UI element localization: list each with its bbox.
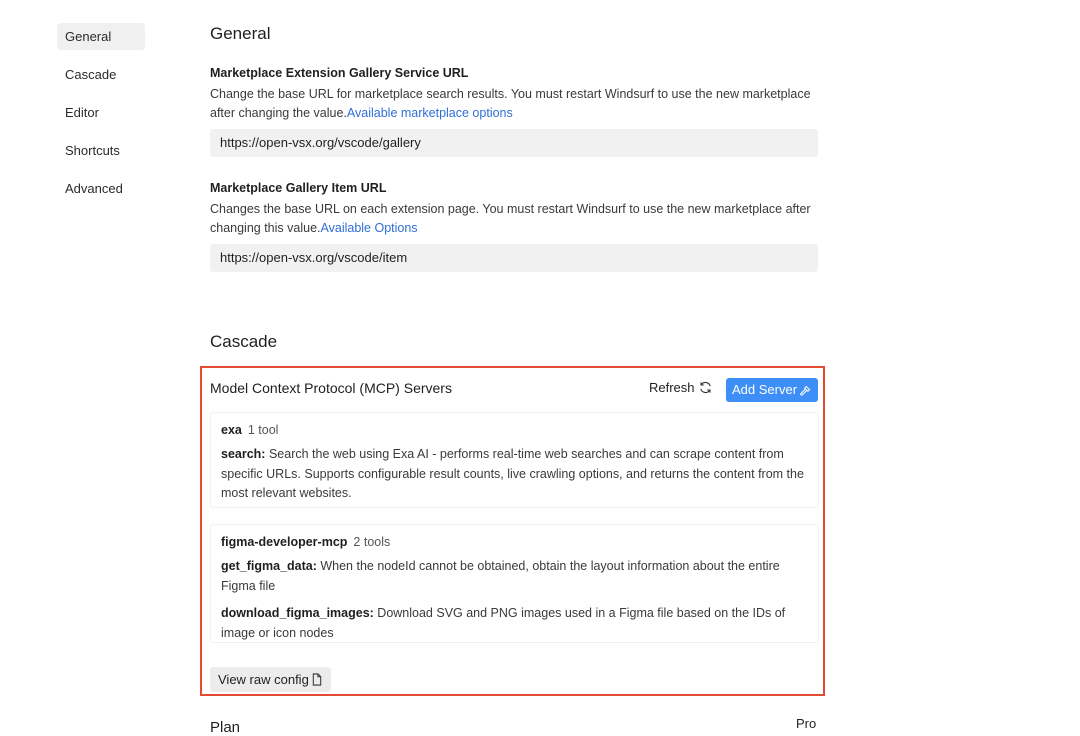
- mcp-title: Model Context Protocol (MCP) Servers: [210, 380, 452, 396]
- general-section-title: General: [210, 24, 271, 43]
- available-options-link[interactable]: Available Options: [320, 221, 418, 235]
- gallery-item-description: [210, 200, 818, 238]
- view-raw-config-button[interactable]: [210, 667, 331, 692]
- view-raw-config-label: View raw config: [218, 672, 309, 687]
- gallery-service-description: [210, 85, 818, 123]
- sidebar-item-advanced[interactable]: Advanced: [65, 181, 123, 196]
- mcp-servers-panel: [200, 366, 825, 696]
- tool-description: When the nodeId cannot be obtained, obtain the layout information about the entire Figma file: [221, 559, 780, 593]
- server-head: [221, 423, 808, 437]
- gallery-service-url-input[interactable]: https://open-vsx.org/vscode/gallery: [210, 129, 818, 157]
- sidebar-item-cascade[interactable]: Cascade: [65, 67, 117, 82]
- hammer-icon: [799, 384, 812, 397]
- file-icon: [311, 673, 323, 686]
- server-tool-count: 2 tools: [353, 535, 391, 549]
- tool-name: download_figma_images:: [221, 606, 374, 620]
- sidebar-item-general[interactable]: General: [57, 23, 145, 50]
- tool-name: get_figma_data:: [221, 559, 317, 573]
- tool-name: search:: [221, 447, 266, 461]
- gallery-service-setting: [210, 66, 818, 157]
- settings-sidebar: [57, 23, 145, 213]
- gallery-item-label: Marketplace Gallery Item URL: [210, 181, 387, 195]
- gallery-item-setting: [210, 181, 818, 272]
- marketplace-options-link[interactable]: Available marketplace options: [346, 106, 513, 120]
- sidebar-item-shortcuts[interactable]: Shortcuts: [65, 143, 120, 158]
- sidebar-item-editor[interactable]: Editor: [65, 105, 99, 120]
- plan-section-title: Plan: [210, 719, 241, 736]
- tool-description: Download SVG and PNG images used in a Figma file based on the IDs of image or icon nodes: [221, 606, 786, 640]
- cascade-section-title: Cascade: [210, 332, 278, 351]
- refresh-label: Refresh: [649, 380, 695, 395]
- server-name: figma-developer-mcp: [221, 535, 348, 549]
- plan-value: Pro: [796, 716, 817, 731]
- mcp-server-exa: [210, 412, 819, 508]
- refresh-button[interactable]: [649, 380, 713, 395]
- server-tool-count: 1 tool: [247, 423, 279, 437]
- add-server-label: Add Server: [732, 382, 798, 397]
- server-name: exa: [221, 423, 242, 437]
- gallery-service-description-text: Change the base URL for marketplace search results. You must restart Windsurf to use the new marketplace after changing the value.: [210, 87, 811, 120]
- tool-item: [221, 604, 808, 643]
- tool-item: [221, 445, 808, 504]
- refresh-icon: [698, 380, 713, 395]
- gallery-item-url-input[interactable]: https://open-vsx.org/vscode/item: [210, 244, 818, 272]
- server-head: [221, 535, 808, 549]
- tool-item: [221, 557, 808, 596]
- mcp-header: [210, 378, 820, 402]
- add-server-button[interactable]: [726, 378, 818, 402]
- tool-description: Search the web using Exa AI - performs real-time web searches and can scrape content from specific URLs. Supports configurable result counts, live crawling options, and returns the content from the most relevant websites.: [221, 447, 804, 500]
- mcp-server-figma-developer-mcp: [210, 524, 819, 643]
- gallery-service-label: Marketplace Extension Gallery Service URL: [210, 66, 469, 80]
- gallery-item-description-text: Changes the base URL on each extension page. You must restart Windsurf to use the new marketplace after changing this value.: [210, 202, 811, 235]
